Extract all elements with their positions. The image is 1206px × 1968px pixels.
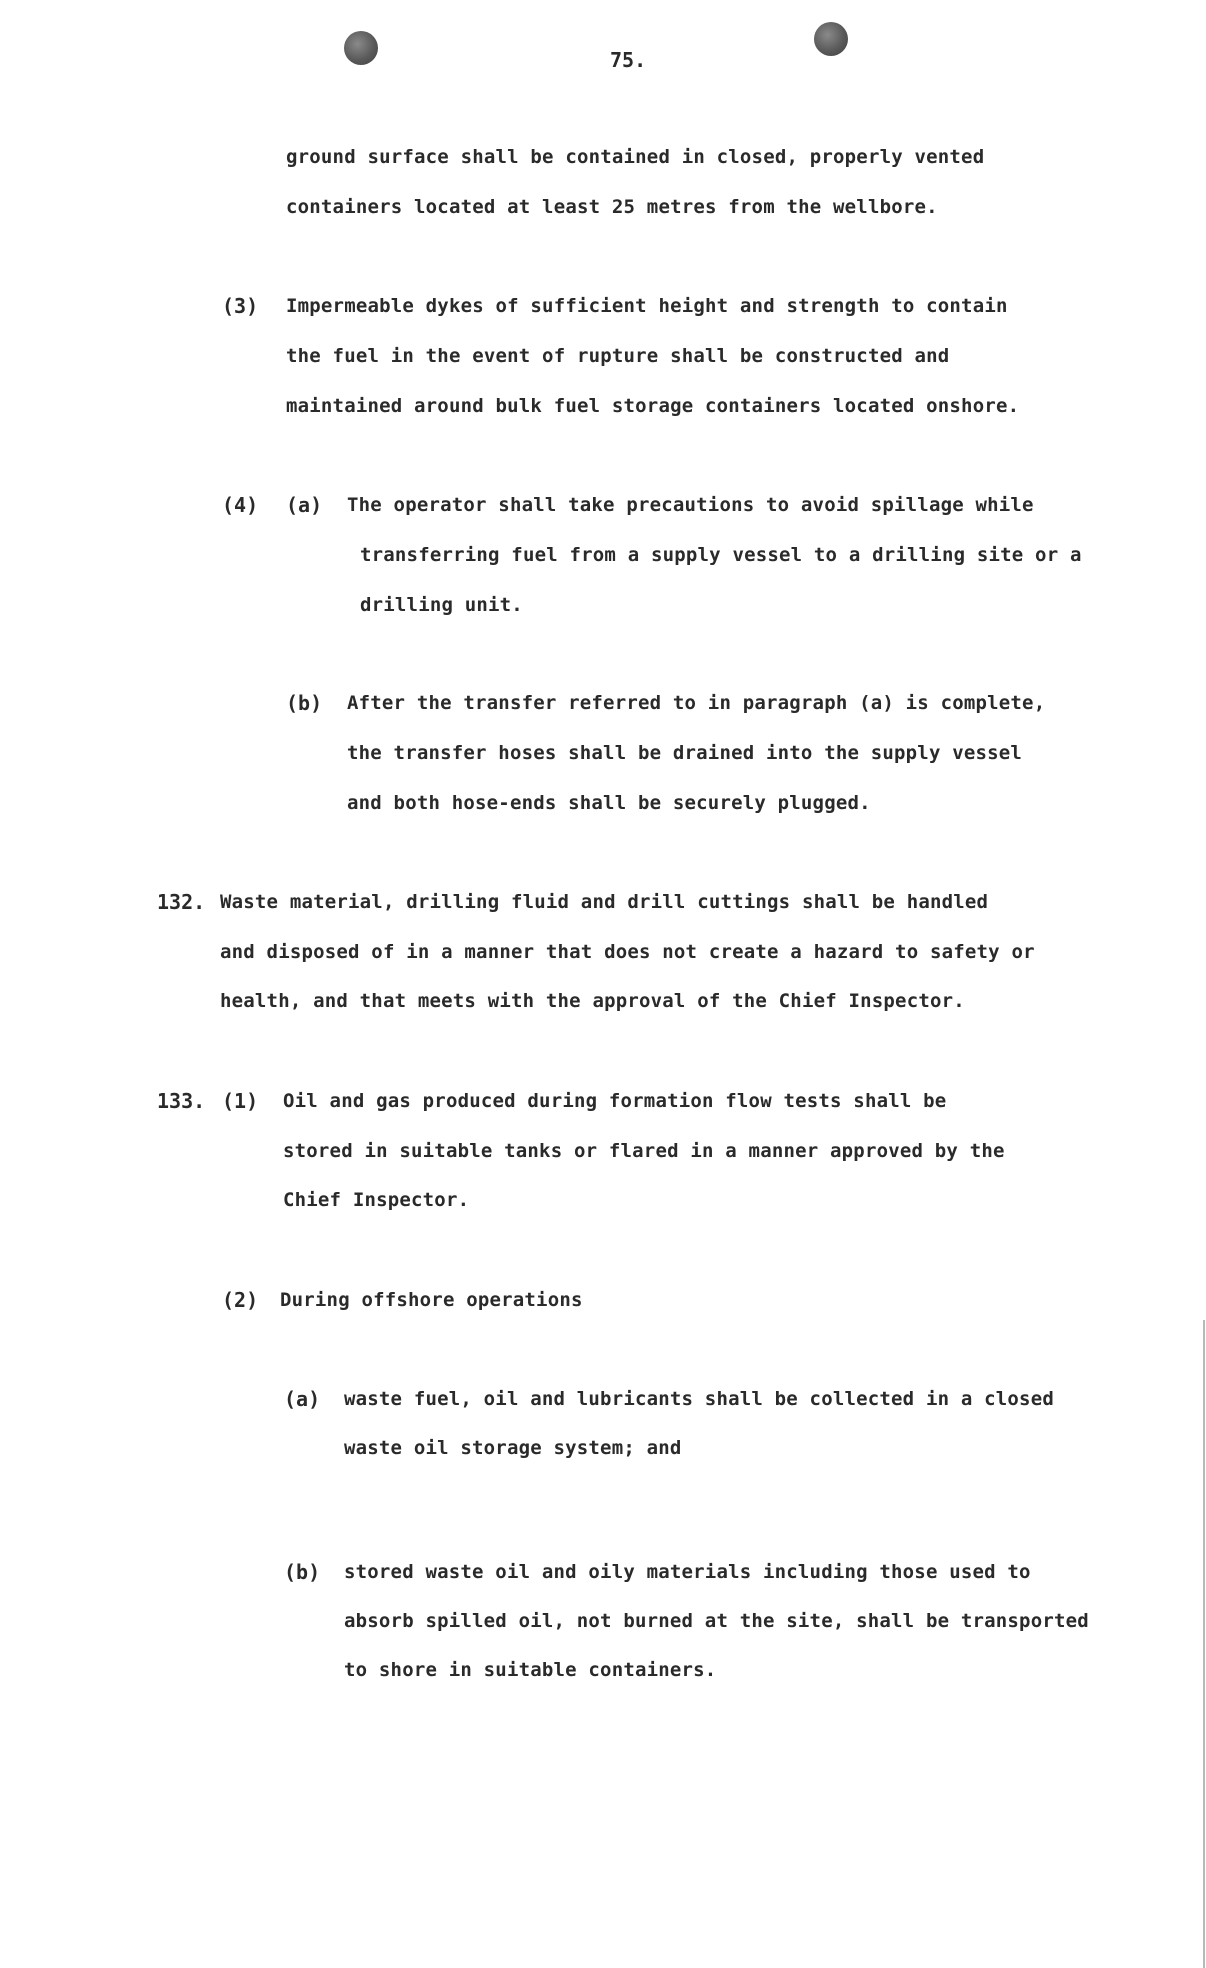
paragraph-line: and disposed of in a manner that does not create a hazard to safety or: [220, 941, 1035, 963]
section-number: 133.: [157, 1089, 206, 1113]
page-number: 75.: [610, 48, 647, 72]
paragraph-line: to shore in suitable containers.: [344, 1659, 717, 1681]
paragraph-line: ground surface shall be contained in closed, properly vented: [286, 146, 985, 168]
paragraph-line: absorb spilled oil, not burned at the site, shall be transported: [344, 1610, 1089, 1632]
subsection-marker: (3): [222, 294, 259, 318]
paragraph-line: After the transfer referred to in paragraph (a) is complete,: [347, 692, 1046, 714]
subsection-marker: (2): [222, 1288, 259, 1312]
punch-hole-left-icon: [344, 31, 378, 65]
paragraph-line: health, and that meets with the approval of the Chief Inspector.: [220, 990, 965, 1012]
paragraph-line: Oil and gas produced during formation flow tests shall be: [283, 1090, 947, 1112]
paragraph-line: the fuel in the event of rupture shall be constructed and: [286, 345, 950, 367]
paragraph-line: waste oil storage system; and: [344, 1437, 682, 1459]
paragraph-line: During offshore operations: [280, 1289, 583, 1311]
paragraph-marker: (b): [286, 691, 323, 715]
paragraph-line: the transfer hoses shall be drained into the supply vessel: [347, 742, 1023, 764]
paragraph-line: Waste material, drilling fluid and drill cuttings shall be handled: [220, 891, 989, 913]
paragraph-line: stored waste oil and oily materials including those used to: [344, 1561, 1031, 1583]
paragraph-marker: (b): [284, 1560, 321, 1584]
punch-hole-right-icon: [814, 22, 848, 56]
page-edge-divider: [1203, 1320, 1205, 1968]
paragraph-line: transferring fuel from a supply vessel to a drilling site or a: [360, 544, 1082, 566]
section-number: 132.: [157, 890, 206, 914]
subsection-marker: (1): [222, 1089, 259, 1113]
paragraph-line: and both hose-ends shall be securely plugged.: [347, 792, 871, 814]
paragraph-marker: (a): [286, 493, 323, 517]
paragraph-line: Chief Inspector.: [283, 1189, 470, 1211]
paragraph-line: waste fuel, oil and lubricants shall be collected in a closed: [344, 1388, 1054, 1410]
paragraph-line: maintained around bulk fuel storage containers located onshore.: [286, 395, 1020, 417]
paragraph-line: Impermeable dykes of sufficient height and strength to contain: [286, 295, 1008, 317]
paragraph-line: stored in suitable tanks or flared in a manner approved by the: [283, 1140, 1005, 1162]
paragraph-line: drilling unit.: [360, 594, 523, 616]
subsection-marker: (4): [222, 493, 259, 517]
paragraph-line: The operator shall take precautions to avoid spillage while: [347, 494, 1034, 516]
paragraph-marker: (a): [284, 1387, 321, 1411]
paragraph-line: containers located at least 25 metres from the wellbore.: [286, 196, 938, 218]
